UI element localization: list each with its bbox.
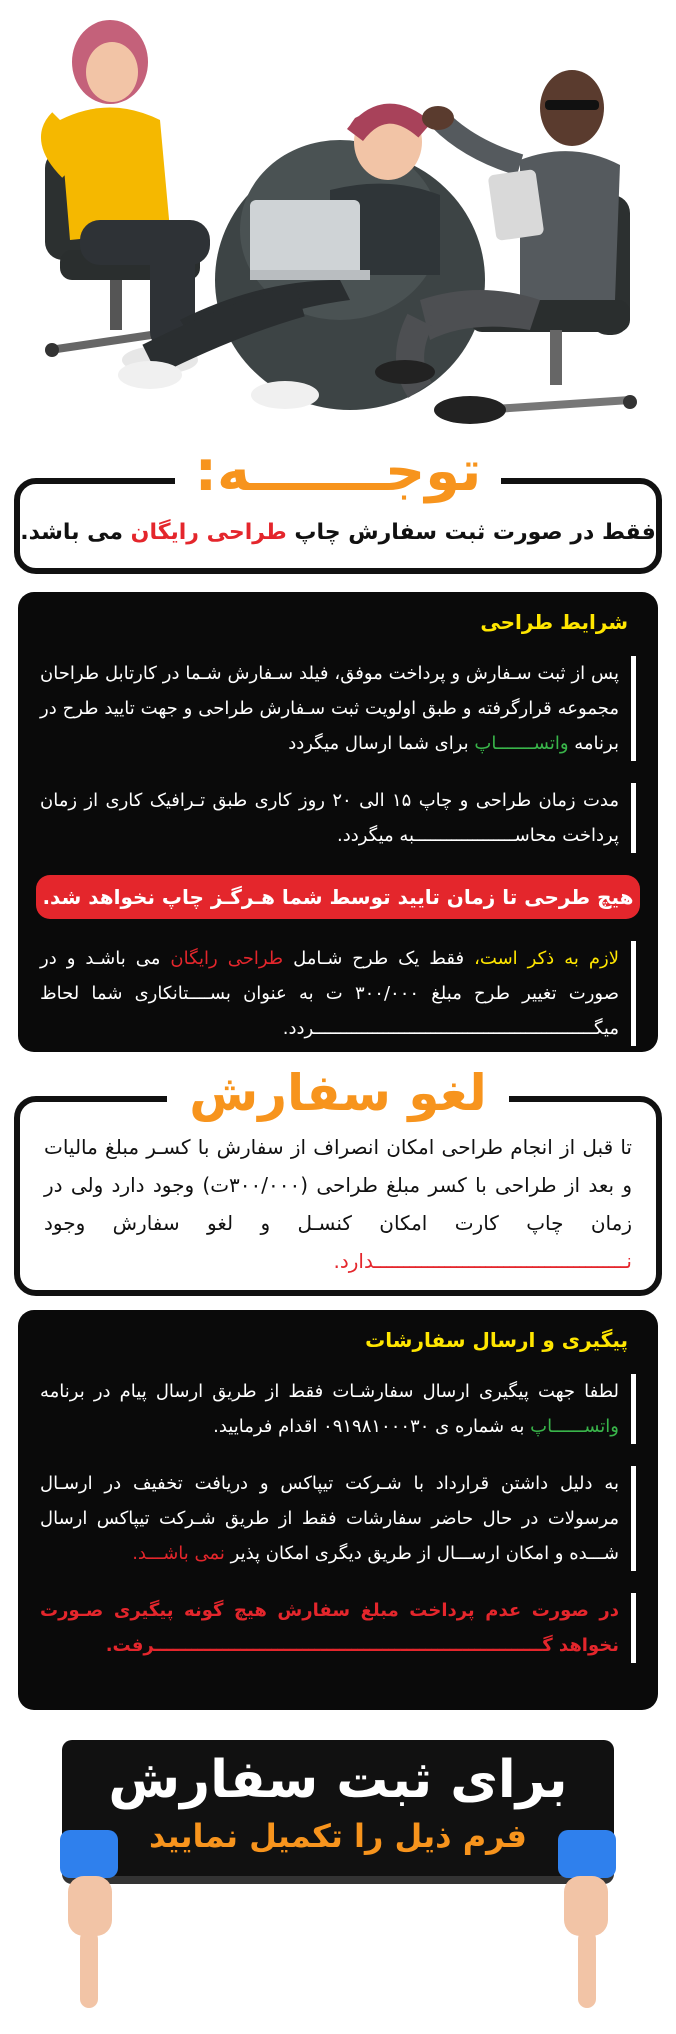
para3-text: فقط یک طرح شـامل [293, 948, 465, 969]
notice-text-highlight: طراحی رایگان [130, 519, 287, 545]
tracking-card [18, 1310, 658, 1710]
tracking-heading: پیگیری و ارسال سفارشات [365, 1328, 628, 1352]
hero-illustration [0, 0, 676, 450]
notice-text-suffix: می باشد. [20, 519, 123, 545]
notice-text [20, 520, 656, 545]
pointing-hand-icon [54, 1730, 622, 2020]
para1-text-end: برای شما ارسال میگردد [288, 733, 469, 754]
people-illustration [0, 0, 676, 450]
tracking-para1-text: لطفا جهت پیگیری ارسال سفارشـات فقط از طریق ارسال پیام در برنامه [40, 1381, 619, 1402]
design-conditions-paragraph-1 [40, 656, 636, 761]
cancel-box [14, 1096, 662, 1296]
whatsapp-label: واتســـــــاپ [474, 733, 569, 754]
tracking-para1-text-end: به شماره ی ۰۹۱۹۸۱۰۰۰۳۰ اقدام فرمایید. [213, 1416, 525, 1437]
cancel-text-end: نـــــــــــــــــــــــــــــــــــــــــــدارد. [333, 1249, 632, 1273]
para3-lead: لازم به ذکر است، [474, 948, 619, 969]
cancel-text: تا قبل از انجام طراحی امکان انصراف از سفارش با کسـر مبلغ مالیات و بعد از طراحی با کسر مبلغ طراحی (۳۰۰/۰۰۰ت) وجود دارد ولی در زمان چاپ کارت امکان کنسـل و لغو سفارش وجود [44, 1135, 633, 1235]
tracking-para2-text: به دلیل داشتن قرارداد با شـرکت تیپاکس و دریافت تخفیف در ارسـال مرسولات در حال حاضر سفارشات فقط از طریق شـرکت تیپاکس ارسال شـــده و امکان ارســـال از طریق دیگری امکان پذیر [40, 1473, 619, 1564]
tracking-paragraph-1 [40, 1374, 636, 1444]
tracking-whatsapp-label: واتســــــاپ [530, 1416, 619, 1437]
notice-title: توجـــــــه: [0, 440, 676, 504]
design-conditions-heading: شرایط طراحی [480, 610, 628, 634]
cancel-title: لغو سفارش [0, 1060, 676, 1126]
design-conditions-paragraph-2: مدت زمان طراحی و چاپ ۱۵ الی ۲۰ روز کاری طبق تـرافیک کاری از زمان پرداخت محاســـــــــــــــــــبه میگردد. [40, 783, 636, 853]
order-cta-banner[interactable] [54, 1730, 622, 2020]
design-conditions-paragraph-3 [40, 941, 636, 1046]
tracking-paragraph-3: در صورت عدم پرداخت مبلغ سفارش هیچ گونه پیگیری صـورت نخواهد گـــــــــــــــــــــــــــــــــــــــــــــــــــــــــــــــرفت. [40, 1593, 636, 1663]
cta-main-text: برای ثبت سفارش [108, 1750, 568, 1810]
tracking-paragraph-2 [40, 1466, 636, 1571]
design-warning-banner: هیچ طرحی تا زمان تایید توسط شما هـرگـز چاپ نخواهد شد. [36, 875, 640, 919]
notice-text-prefix: فقط در صورت ثبت سفارش چاپ [294, 519, 656, 545]
para3-text-end: می باشـد و در صورت تغییر طرح مبلغ ۳۰۰/۰۰۰ ت به عنوان بســــتانکاری شما لحاظ میگـــــــــــــــــــــــــــــــــــــــــــــــــــــردد. [40, 948, 619, 1039]
design-conditions-card [18, 592, 658, 1052]
cta-sub-text: فرم ذیل را تکمیل نمایید [148, 1817, 527, 1855]
para3-highlight: طراحی رایگان [170, 948, 284, 969]
para1-text: پس از ثبت سـفارش و پرداخت موفق، فیلد سـفارش شـما در کارتابل طراحان مجموعه قرارگرفته و طبق اولویت ثبت سـفارش طراحی و جهت تایید طرح در برنامه [40, 663, 619, 754]
tracking-para2-highlight: نمی باشـــد. [132, 1543, 225, 1564]
